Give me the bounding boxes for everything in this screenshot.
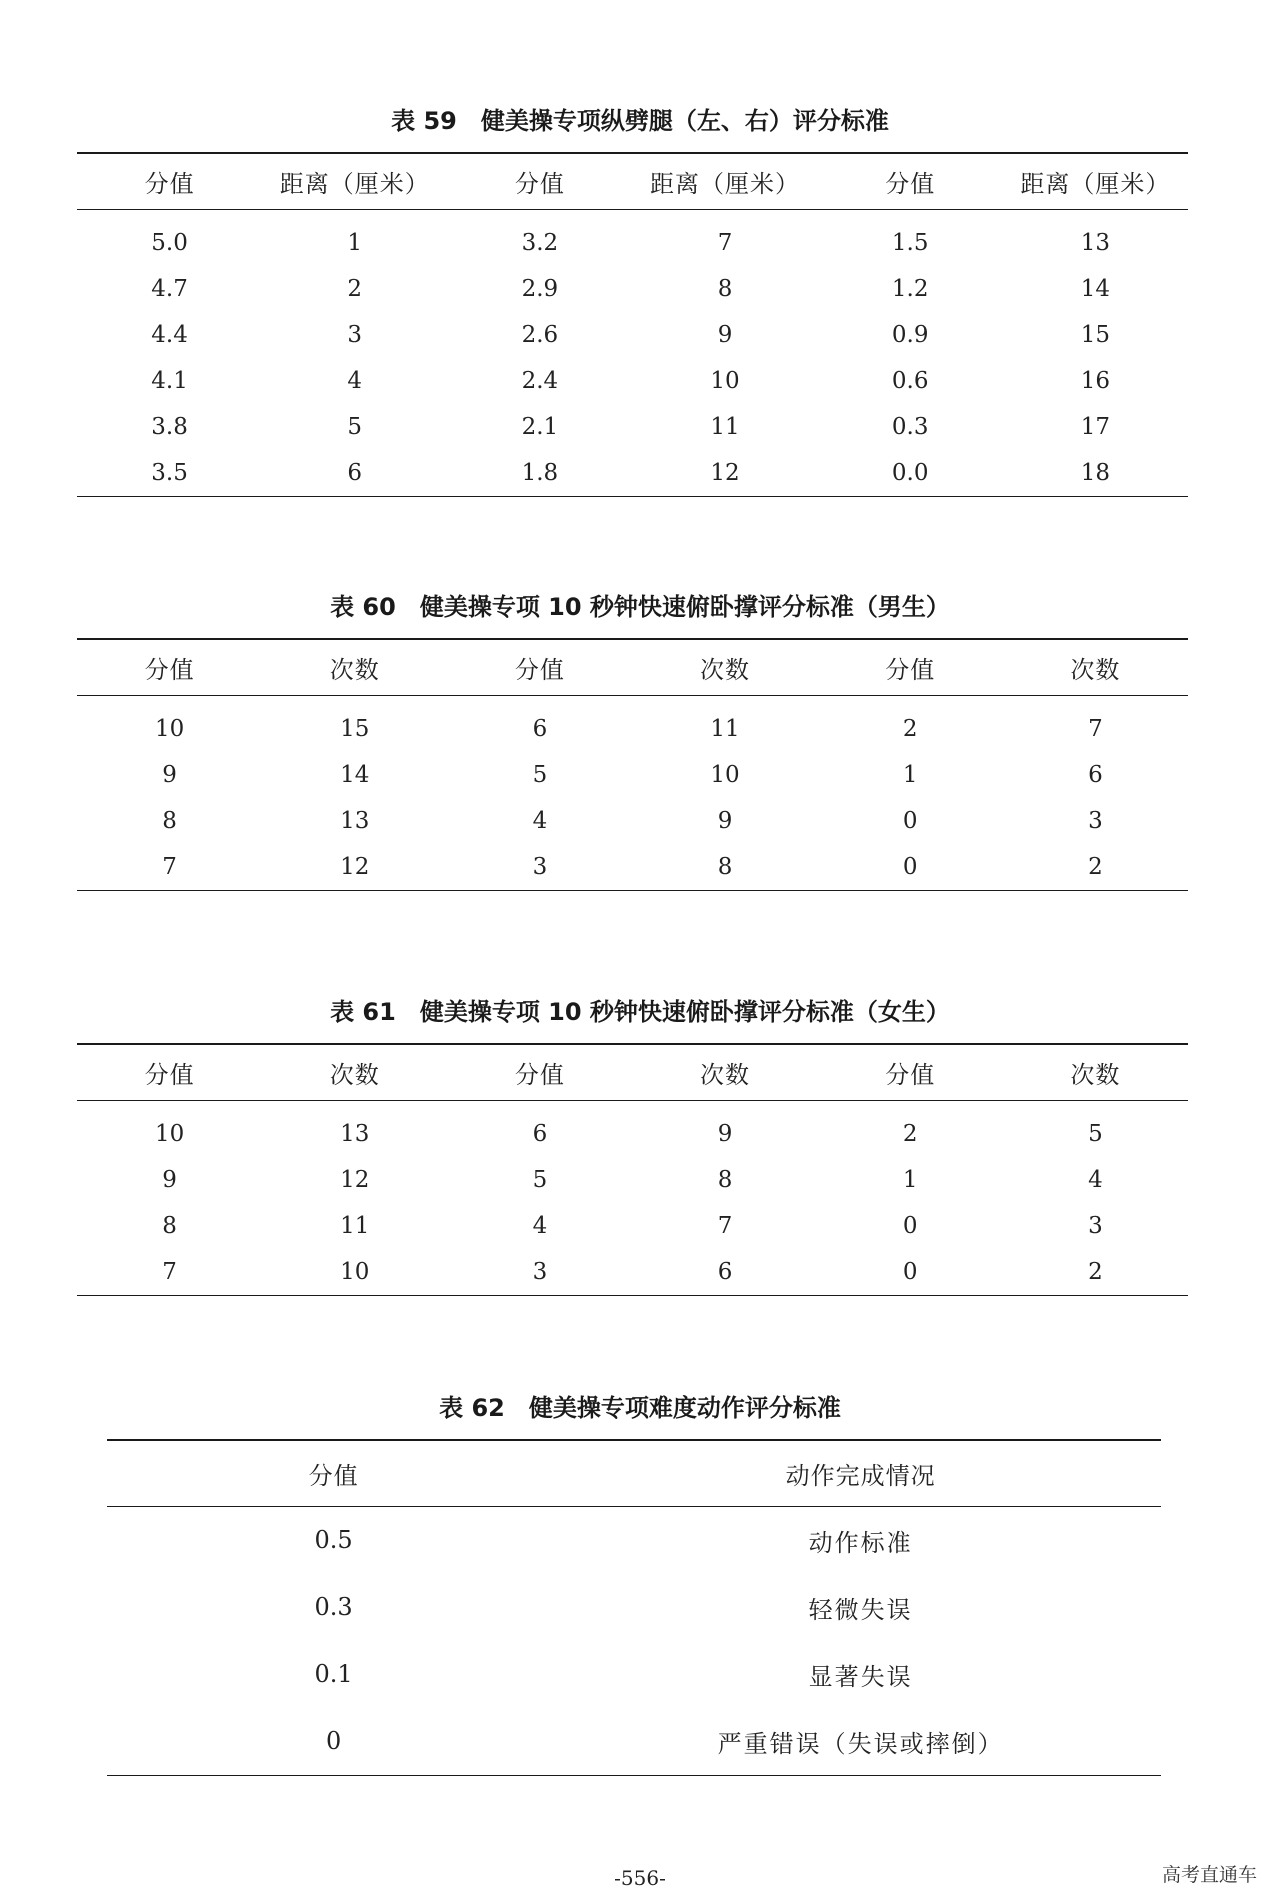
column-header: 次数 — [1003, 639, 1188, 695]
table-cell: 1.2 — [891, 275, 929, 302]
table-cell: 8 — [632, 844, 817, 891]
table-61 — [77, 1043, 1188, 1296]
table-cell: 0 — [818, 844, 1003, 891]
table-cell: 2.1 — [521, 413, 559, 440]
table-cell: 7 — [717, 229, 733, 256]
table-cell: 5 — [1088, 1120, 1103, 1147]
column-header: 动作完成情况 — [560, 1440, 1161, 1506]
column-header: 次数 — [632, 639, 817, 695]
table-cell: 严重错误（失误或摔倒） — [560, 1708, 1161, 1776]
column-header: 次数 — [632, 1044, 817, 1100]
table-cell: 3.5 — [77, 450, 262, 497]
table-cell: 3 — [347, 321, 363, 348]
table-cell: 10 — [154, 1120, 185, 1147]
table-cell: 5 — [347, 413, 363, 440]
table-header-row — [107, 1440, 1161, 1506]
table-row — [107, 1506, 1161, 1574]
table-cell: 9 — [717, 1120, 733, 1147]
table-cell: 1 — [902, 761, 918, 788]
table-header-row — [77, 153, 1188, 209]
table-row — [77, 209, 1188, 266]
table-cell: 3.8 — [151, 413, 188, 440]
table-cell: 7 — [717, 1212, 733, 1239]
table-cell: 7 — [77, 1249, 262, 1296]
table-cell: 14 — [340, 761, 370, 788]
table-cell: 6 — [1088, 761, 1103, 788]
table-cell: 5 — [532, 1166, 548, 1193]
table-cell: 0 — [902, 807, 918, 834]
table-cell: 15 — [1080, 321, 1111, 348]
table-row — [77, 752, 1188, 798]
table-row — [77, 1203, 1188, 1249]
column-header: 分值 — [818, 153, 1003, 209]
table-cell: 3 — [447, 844, 632, 891]
column-header: 分值 — [447, 153, 632, 209]
column-header: 分值 — [77, 153, 262, 209]
column-header: 分值 — [818, 1044, 1003, 1100]
table-cell: 10 — [154, 715, 185, 742]
column-header: 分值 — [77, 1044, 262, 1100]
table-cell: 2.4 — [521, 367, 559, 394]
column-header: 次数 — [1003, 1044, 1188, 1100]
table-cell: 0.3 — [891, 413, 929, 440]
table-cell: 0.9 — [891, 321, 929, 348]
table-62-caption: 表 62 健美操专项难度动作评分标准 — [439, 1394, 841, 1422]
table-cell: 1 — [347, 229, 363, 256]
table-cell: 4 — [532, 807, 548, 834]
column-header: 次数 — [262, 1044, 447, 1100]
column-header: 距离（厘米） — [1003, 153, 1188, 209]
table-cell: 8 — [717, 1166, 733, 1193]
table-cell: 4.7 — [151, 275, 188, 302]
table-cell: 14 — [1080, 275, 1111, 302]
table-cell: 6 — [262, 450, 447, 497]
table-row — [77, 358, 1188, 404]
table-cell: 10 — [262, 1249, 447, 1296]
table-cell: 12 — [340, 1166, 370, 1193]
table-cell: 0 — [902, 1212, 918, 1239]
table-cell: 10 — [710, 761, 740, 788]
table-row — [77, 312, 1188, 358]
table-61-caption: 表 61 健美操专项 10 秒钟快速俯卧撑评分标准（女生） — [330, 998, 950, 1026]
table-cell: 15 — [340, 715, 370, 742]
table-cell: 9 — [717, 321, 733, 348]
table-cell: 11 — [710, 413, 740, 440]
column-header: 分值 — [447, 639, 632, 695]
table-cell: 3 — [1088, 1212, 1103, 1239]
table-cell: 11 — [710, 715, 740, 742]
table-row — [77, 1249, 1188, 1296]
table-header-row — [77, 639, 1188, 695]
table-cell: 16 — [1080, 367, 1111, 394]
table-cell: 轻微失误 — [808, 1595, 913, 1624]
table-cell: 3 — [1088, 807, 1103, 834]
page-number: -556- — [614, 1866, 666, 1890]
table-cell: 9 — [162, 761, 177, 788]
column-header: 次数 — [262, 639, 447, 695]
table-cell: 4 — [1088, 1166, 1103, 1193]
table-60 — [77, 638, 1188, 891]
table-row — [77, 695, 1188, 752]
table-cell: 12 — [262, 844, 447, 891]
table-cell: 2 — [902, 715, 918, 742]
table-cell: 2 — [1003, 844, 1188, 891]
table-cell: 3.2 — [521, 229, 559, 256]
table-cell: 6 — [532, 1120, 548, 1147]
table-cell: 0.1 — [314, 1660, 353, 1688]
table-cell: 9 — [162, 1166, 177, 1193]
table-cell: 动作标准 — [808, 1528, 913, 1557]
table-cell: 4.1 — [151, 367, 188, 394]
table-62 — [107, 1439, 1161, 1776]
column-header: 距离（厘米） — [632, 153, 817, 209]
table-cell: 2 — [902, 1120, 918, 1147]
table-cell: 5.0 — [151, 229, 188, 256]
table-60-caption: 表 60 健美操专项 10 秒钟快速俯卧撑评分标准（男生） — [330, 593, 950, 621]
column-header: 分值 — [107, 1440, 560, 1506]
table-row — [77, 266, 1188, 312]
table-cell: 0 — [818, 1249, 1003, 1296]
table-cell: 4 — [532, 1212, 548, 1239]
table-cell: 0.5 — [314, 1526, 353, 1554]
column-header: 分值 — [447, 1044, 632, 1100]
table-cell: 2.9 — [521, 275, 559, 302]
column-header: 距离（厘米） — [262, 153, 447, 209]
table-row — [107, 1574, 1161, 1641]
watermark: 高考直通车 — [1162, 1864, 1258, 1886]
table-cell: 显著失误 — [808, 1662, 913, 1691]
table-cell: 7 — [77, 844, 262, 891]
table-cell: 13 — [340, 807, 370, 834]
table-cell: 11 — [340, 1212, 370, 1239]
table-cell: 12 — [632, 450, 817, 497]
table-cell: 2 — [347, 275, 363, 302]
table-cell: 4.4 — [151, 321, 188, 348]
table-cell: 2.6 — [521, 321, 559, 348]
table-cell: 9 — [717, 807, 733, 834]
table-59-caption: 表 59 健美操专项纵劈腿（左、右）评分标准 — [391, 107, 889, 135]
table-cell: 0.0 — [818, 450, 1003, 497]
table-row — [77, 844, 1188, 891]
table-cell: 7 — [1088, 715, 1103, 742]
table-cell: 0.3 — [314, 1593, 353, 1621]
table-cell: 10 — [710, 367, 740, 394]
table-cell: 6 — [532, 715, 548, 742]
table-cell: 18 — [1003, 450, 1188, 497]
table-row — [77, 450, 1188, 497]
table-row — [77, 404, 1188, 450]
table-cell: 13 — [340, 1120, 370, 1147]
table-cell: 1.5 — [891, 229, 929, 256]
table-row — [77, 798, 1188, 844]
table-row — [77, 1100, 1188, 1157]
table-row — [77, 1157, 1188, 1203]
column-header: 分值 — [77, 639, 262, 695]
table-cell: 3 — [447, 1249, 632, 1296]
table-cell: 13 — [1080, 229, 1111, 256]
table-cell: 8 — [162, 1212, 177, 1239]
table-cell: 17 — [1080, 413, 1111, 440]
table-cell: 0 — [107, 1708, 560, 1776]
table-cell: 2 — [1003, 1249, 1188, 1296]
table-cell: 8 — [162, 807, 177, 834]
table-row — [107, 1641, 1161, 1708]
table-cell: 0.6 — [891, 367, 929, 394]
table-cell: 5 — [532, 761, 548, 788]
table-cell: 1 — [902, 1166, 918, 1193]
table-59 — [77, 152, 1188, 497]
column-header: 分值 — [818, 639, 1003, 695]
table-cell: 4 — [347, 367, 363, 394]
table-cell: 1.8 — [447, 450, 632, 497]
table-cell: 6 — [632, 1249, 817, 1296]
table-cell: 8 — [717, 275, 733, 302]
table-header-row — [77, 1044, 1188, 1100]
table-row — [107, 1708, 1161, 1776]
